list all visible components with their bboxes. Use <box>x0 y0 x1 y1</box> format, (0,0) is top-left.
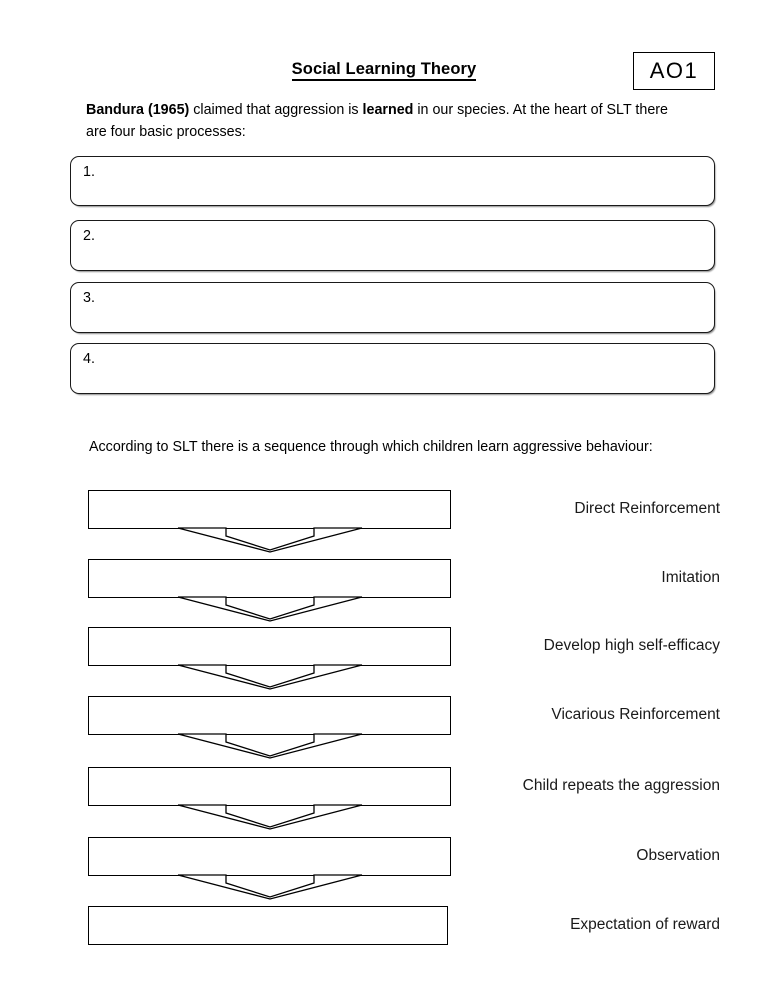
sequence-label-1: Direct Reinforcement <box>574 500 720 517</box>
intro-paragraph <box>86 99 686 143</box>
intro-text-part-2: in our species. At the heart of SLT there are four basic processes: <box>86 102 668 140</box>
sequence-label-6: Observation <box>636 847 720 864</box>
sequence-label-5: Child repeats the aggression <box>522 777 720 794</box>
down-arrow-icon <box>172 874 372 900</box>
sequence-answer-box-6[interactable] <box>88 837 451 876</box>
process-answer-box-3[interactable] <box>70 282 715 333</box>
process-answer-box-4[interactable] <box>70 343 715 394</box>
intro-bold-term: learned <box>362 102 414 118</box>
sequence-label-3: Develop high self-efficacy <box>543 637 720 654</box>
sequence-answer-box-4[interactable] <box>88 696 451 735</box>
down-arrow-icon <box>172 733 372 759</box>
intro-text-part-1: claimed that aggression is <box>189 102 363 118</box>
page-title-text: Social Learning Theory <box>292 60 477 81</box>
down-arrow-icon <box>172 804 372 830</box>
sequence-answer-box-7[interactable] <box>88 906 448 945</box>
assessment-objective-badge: AO1 <box>633 52 715 90</box>
sequence-label-2: Imitation <box>661 569 720 586</box>
sequence-answer-box-3[interactable] <box>88 627 451 666</box>
sequence-label-7: Expectation of reward <box>570 916 720 933</box>
process-number-3: 3. <box>83 290 95 306</box>
sequence-answer-box-1[interactable] <box>88 490 451 529</box>
process-number-4: 4. <box>83 351 95 367</box>
sequence-label-4: Vicarious Reinforcement <box>551 706 720 723</box>
intro-citation: Bandura (1965) <box>86 102 190 118</box>
process-answer-box-1[interactable] <box>70 156 715 206</box>
down-arrow-icon <box>172 596 372 622</box>
sequence-answer-box-2[interactable] <box>88 559 451 598</box>
process-number-2: 2. <box>83 228 95 244</box>
down-arrow-icon <box>172 527 372 553</box>
process-answer-box-2[interactable] <box>70 220 715 271</box>
sequence-answer-box-5[interactable] <box>88 767 451 806</box>
sequence-intro-text: According to SLT there is a sequence through which children learn aggressive behaviour: <box>89 439 653 455</box>
process-number-1: 1. <box>83 164 95 180</box>
down-arrow-icon <box>172 664 372 690</box>
